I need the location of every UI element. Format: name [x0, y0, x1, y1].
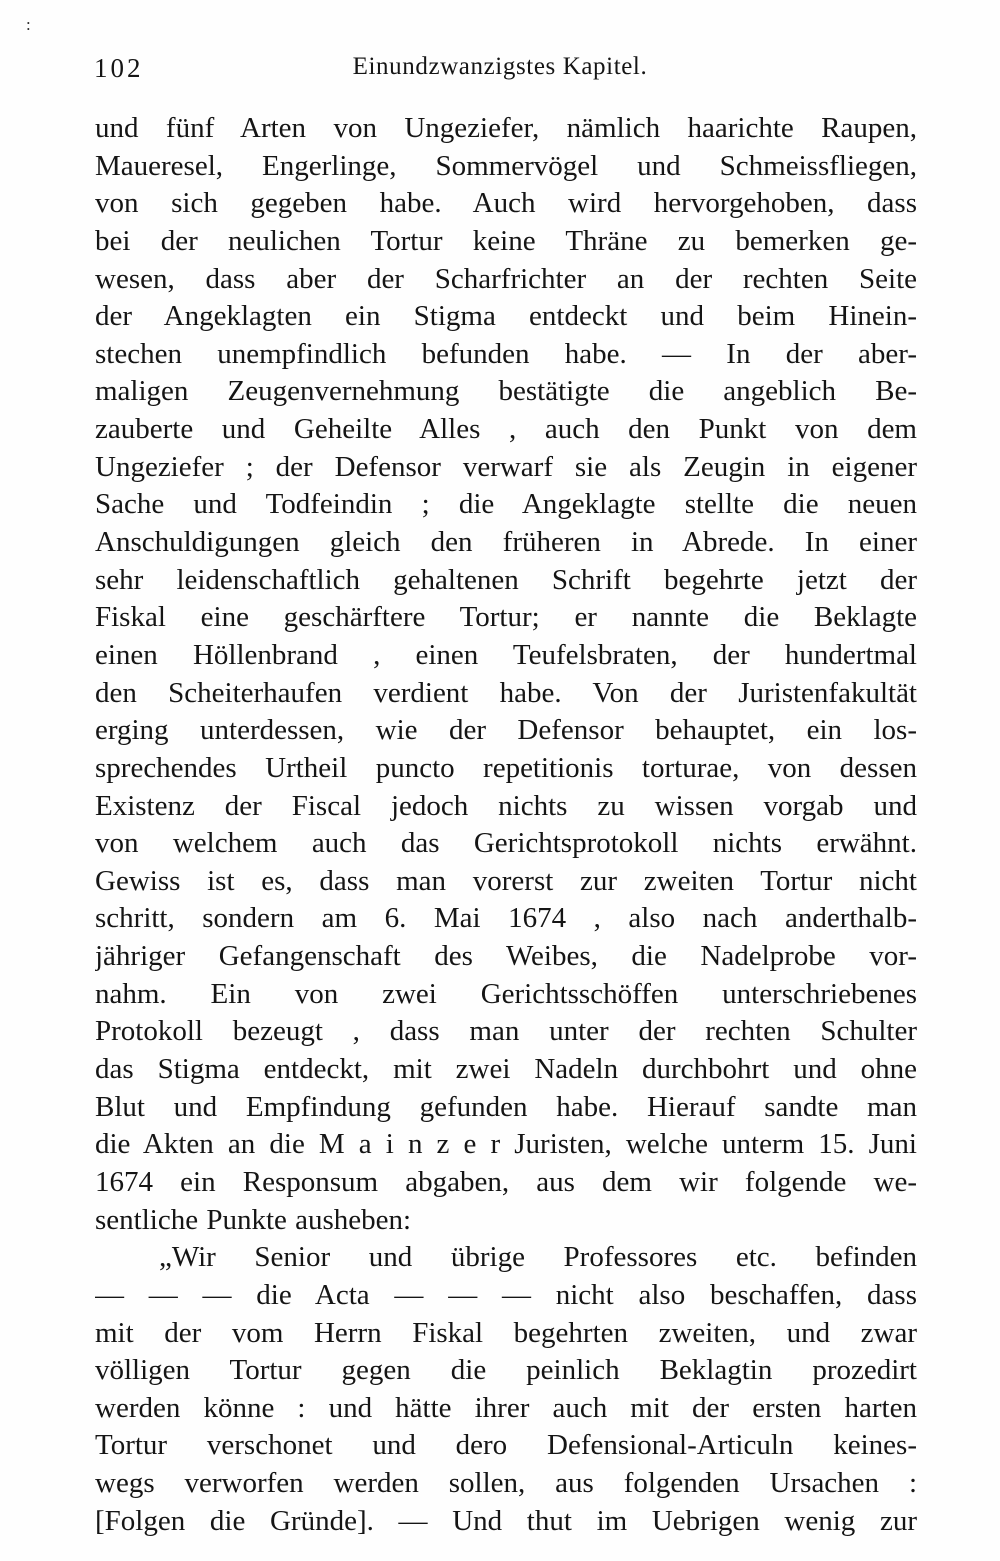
chapter-title: Einundzwanzigstes Kapitel. — [352, 53, 648, 80]
text-line: den Scheiterhaufen verdient habe. Von der Juristenfakultät — [95, 676, 917, 709]
text-line: Gewiss ist es, dass man vorerst zur zweiten Tortur nicht — [95, 864, 917, 897]
text-line: zauberte und Geheilte Alles , auch den Punkt von dem — [95, 413, 917, 446]
scan-artifact-mark: : — [26, 15, 31, 34]
text-line: nahm. Ein von zwei Gerichtsschöffen unterschriebenes — [95, 977, 917, 1010]
text-line: werden könne : und hätte ihrer auch mit der ersten harten — [95, 1391, 917, 1424]
text-line: jähriger Gefangenschaft des Weibes, die Nadelprobe vor- — [95, 940, 917, 973]
text-line: stechen unempfindlich befunden habe. — In der aber- — [95, 337, 917, 370]
text-line: bei der neulichen Tortur keine Thräne zu bemerken ge- — [95, 224, 917, 257]
text-line: von welchem auch das Gerichtsprotokoll nichts erwähnt. — [95, 827, 917, 860]
text-line: — — — die Acta — — — nicht also beschaffen, dass — [95, 1278, 917, 1311]
text-line: Fiskal eine geschärftere Tortur; er nannte die Beklagte — [95, 601, 917, 634]
text-line: die Akten an die M a i n z e r Juristen, welche unterm 15. Juni — [95, 1128, 917, 1161]
text-line: völligen Tortur gegen die peinlich Beklagtin prozedirt — [95, 1354, 917, 1387]
text-line: „Wir Senior und übrige Professores etc. befinden — [159, 1241, 917, 1274]
text-line: Protokoll bezeugt , dass man unter der rechten Schulter — [95, 1015, 917, 1048]
text-line: und fünf Arten von Ungeziefer, nämlich haarichte Raupen, — [95, 112, 917, 144]
text-line: Anschuldigungen gleich den früheren in Abrede. In einer — [95, 526, 917, 559]
text-line: mit der vom Herrn Fiskal begehrten zweiten, und zwar — [95, 1316, 917, 1349]
text-line: Ungeziefer ; der Defensor verwarf sie als Zeugin in eigener — [95, 450, 917, 483]
text-line: wegs verworfen werden sollen, aus folgenden Ursachen : — [95, 1467, 917, 1500]
text-line: Blut und Empfindung gefunden habe. Hierauf sandte man — [95, 1090, 917, 1123]
text-line: Existenz der Fiscal jedoch nichts zu wissen vorgab und — [95, 789, 917, 822]
text-line: schritt, sondern am 6. Mai 1674 , also nach anderthalb- — [95, 902, 917, 935]
text-line: wesen, dass aber der Scharfrichter an der rechten Seite — [95, 262, 917, 295]
text-line: [Folgen die Gründe]. — Und thut im Uebrigen wenig zur — [95, 1504, 917, 1537]
text-line: 1674 ein Responsum abgaben, aus dem wir folgende we- — [95, 1165, 917, 1198]
text-line: erging unterdessen, wie der Defensor behauptet, ein los- — [95, 714, 917, 747]
text-line: einen Höllenbrand , einen Teufelsbraten, der hundertmal — [95, 638, 917, 671]
body-text-block — [95, 110, 917, 1540]
text-line: der Angeklagten ein Stigma entdeckt und beim Hinein- — [95, 300, 917, 333]
text-line: maligen Zeugenvernehmung bestätigte die angeblich Be- — [95, 375, 917, 408]
text-line: von sich gegeben habe. Auch wird hervorgehoben, dass — [95, 187, 917, 220]
text-line: sentliche Punkte ausheben: — [95, 1203, 412, 1236]
text-line: Tortur verschonet und dero Defensional-Articuln keines- — [95, 1429, 917, 1462]
text-line: sehr leidenschaftlich gehaltenen Schrift begehrte jetzt der — [95, 563, 917, 596]
text-line: sprechendes Urtheil puncto repetitionis torturae, von dessen — [95, 751, 917, 784]
text-line: das Stigma entdeckt, mit zwei Nadeln durchbohrt und ohne — [95, 1053, 917, 1086]
page-number: 102 — [94, 53, 144, 83]
text-line: Sache und Todfeindin ; die Angeklagte stellte die neuen — [95, 488, 917, 521]
text-line: Maueresel, Engerlinge, Sommervögel und Schmeissfliegen, — [95, 149, 917, 182]
